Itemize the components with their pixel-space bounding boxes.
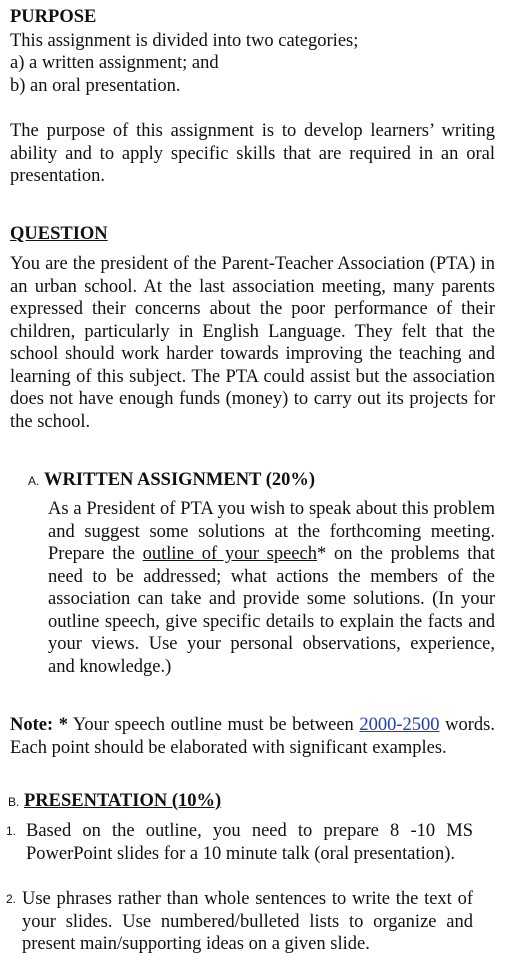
purpose-heading: PURPOSE [10,7,97,27]
list-marker-2: 2. [6,892,17,906]
presentation-heading: PRESENTATION (10%) [23,791,222,811]
note-label: Note: [10,715,54,735]
purpose-paragraph: The purpose of this assignment is to develop learners’ writing ability and to apply specific skills that are required in an oral presentation. [10,121,495,186]
word-range-link[interactable]: 2000-2500 [359,715,440,735]
presentation-item-2 [6,888,481,956]
question-heading: QUESTION [10,224,108,244]
note-star: * [58,715,68,735]
section-marker-b: B. [8,795,20,809]
presentation-item-2-text: Use phrases rather than whole sentences to write the text of your slides. Use numbered/bulleted lists to organize and present main/supporting ideas on a given slide. [22,889,473,954]
presentation-item-1-text: Based on the outline, you need to prepare 8 -10 MS PowerPoint slides for a 10 minute talk (oral presentation). [26,821,473,864]
purpose-line-2: a) a written assignment; and [10,53,219,73]
written-assignment-body [48,498,495,678]
note-text-part-2: words. Each point should be elaborated with significant examples. [10,715,495,758]
written-assignment-header [28,469,498,493]
list-marker-1: 1. [6,824,17,838]
note-paragraph [10,714,495,759]
written-assignment-heading: WRITTEN ASSIGNMENT (20%) [43,470,316,490]
presentation-header [8,790,493,814]
question-paragraph: You are the president of the Parent-Teacher Association (PTA) in an urban school. At the last association meeting, many parents expressed their concerns about the poor performance of their children, particularly in English Language. They felt that the school should work harder towards improving the teaching and learning of this subject. The PTA could assist but the association does not have enough funds (money) to carry out its projects for the school. [10,254,495,432]
note-text-part-1: Your speech outline must be between [68,715,360,735]
written-text-part-1: As a President of PTA you wish to speak about this problem and suggest some solutions at the forthcoming meeting. Prepare the [48,499,495,564]
purpose-line-1: This assignment is divided into two categories; [10,31,359,51]
presentation-item-1 [6,820,481,865]
purpose-line-3: b) an oral presentation. [10,76,181,96]
section-marker-a: A. [28,474,40,488]
outline-of-your-speech: outline of your speech [142,544,317,564]
written-text-part-2: * on the problems that need to be addressed; what actions the members of the association can take and provide some solutions. (In your outline speech, give specific details to explain the facts and your views. Use your personal observations, experience, and knowledge.) [48,544,495,677]
